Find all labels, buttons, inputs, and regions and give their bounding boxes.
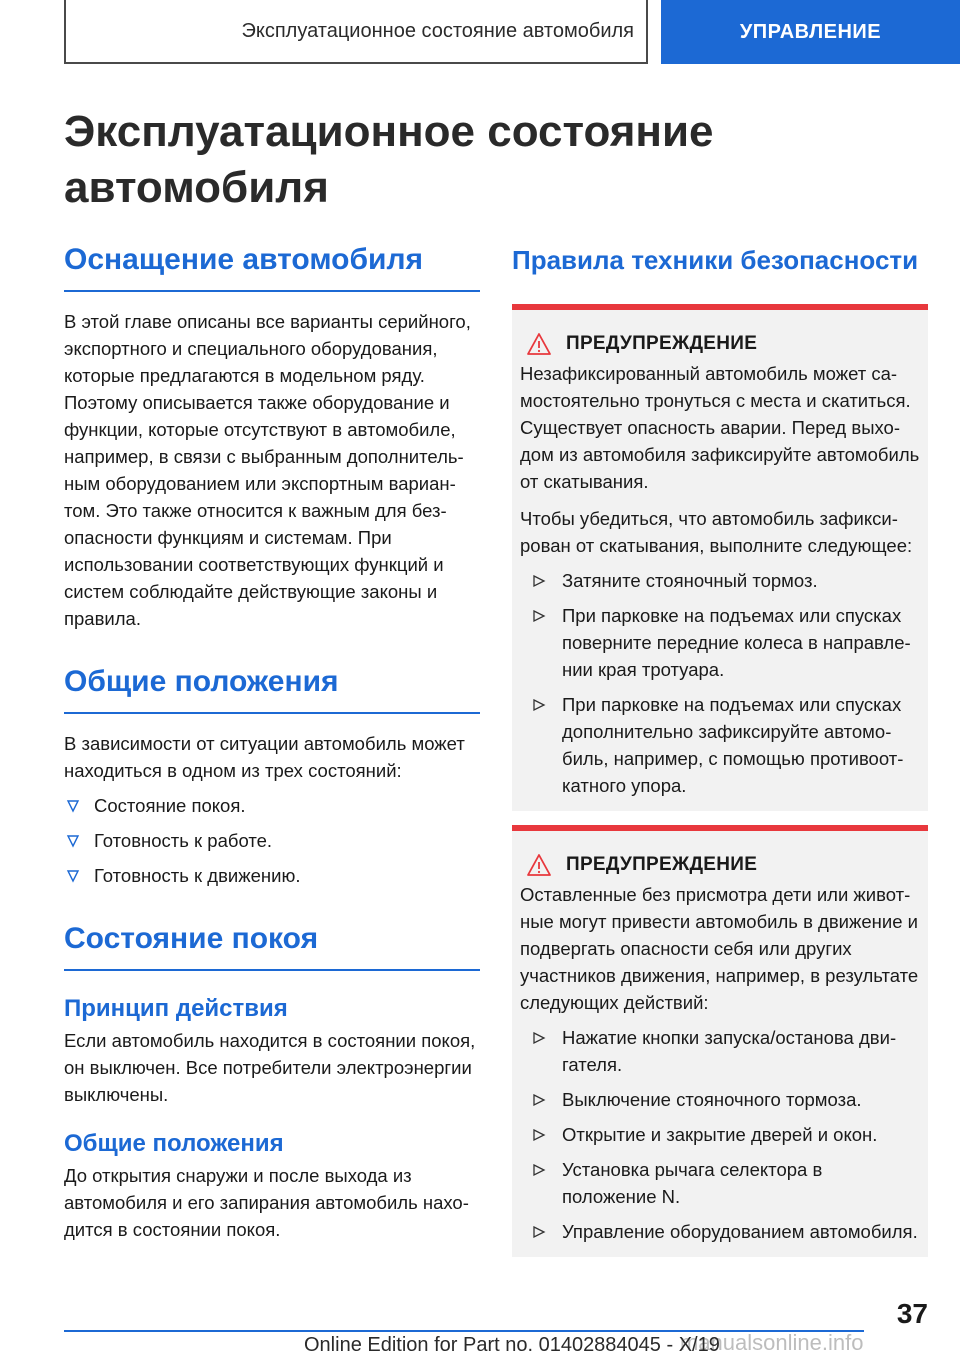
triangle-bullet-icon [532,698,546,712]
warning-box-2 [512,825,928,1257]
triangle-bullet-icon [532,1225,546,1239]
list-item: Готовность к работе. [64,827,480,854]
warning-triangle-icon [526,332,552,356]
warning-text: Незафиксированный автомобиль может самостоятельно тронуться с места и скатиться. Существует опасность аварии. Перед выходом из автомобиля зафиксируйте автомобиль от скатывания. [520,363,920,492]
page-title [64,104,924,216]
principle-text: Если автомобиль находится в состоянии покоя, он выключен. Все потребители электроэнергии выключены. [64,1030,476,1105]
equipment-text: В этой главе описаны все варианты серийного, экспортного и специального оборудования, которые предлагаются в модельном ряду. Поэтому описывается также оборудование и функции, которые отсутствуют в автомобиле, например, в связи с выбранным дополнительным оборудованием или экспортным вариантом. Это также относится к важным для безопасности функциям и системам. При использовании соответствующих функций и систем соблюдайте действующие законы и правила. [64,311,471,629]
warning-text: Оставленные без присмотра дети или животные могут привести автомобиль в движение и подвергать опасности себя или других участников движения, например, в результате следующих действий: [520,884,919,1013]
page-number: 37 [896,1298,928,1329]
warning-list [520,567,920,799]
general2-heading: Общие положения [64,1130,284,1157]
triangle-bullet-icon [66,834,80,848]
warning-header [520,332,920,356]
triangle-bullet-icon [66,799,80,813]
list-item: Открытие и закрытие дверей и окон. [520,1121,920,1148]
warning-box-1 [512,304,928,811]
footer-watermark: manualsonline.info [680,1330,864,1355]
warning-triangle-icon [526,853,552,877]
list-item: Выключение стояночного тормоза. [520,1086,920,1113]
safety-heading: Правила техники безопасности [512,245,919,275]
triangle-bullet-icon [532,1128,546,1142]
list-item: Затяните стояночный тормоз. [520,567,920,594]
warning-text: Чтобы убедиться, что автомобиль зафиксирован от скатывания, выполните следующее: [520,508,913,556]
warning-list [520,1024,920,1245]
triangle-bullet-icon [532,1163,546,1177]
general2-text: До открытия снаружи и после выхода из автомобиля и его запирания автомобиль находится в состоянии покоя. [64,1165,469,1240]
warning-title: ПРЕДУПРЕЖДЕНИЕ [566,854,758,875]
running-header-section: Эксплуатационное состояние автомобиля [241,19,634,42]
running-header [64,0,648,64]
page-title-line1: Эксплуатационное состояние [64,107,714,156]
general-heading: Общие положения [64,662,480,714]
page-title-line2: автомобиля [64,163,329,212]
equipment-heading: Оснащение автомобиля [64,240,480,292]
list-item: Нажатие кнопки запуска/останова двигателя. [520,1024,920,1078]
list-item: Управление оборудованием автомобиля. [520,1218,920,1245]
triangle-bullet-icon [532,609,546,623]
list-item: Состояние покоя. [64,792,480,819]
list-item: При парковке на подъемах или спусках поверните передние колеса в направлении края тротуара. [520,602,920,683]
warning-title: ПРЕДУПРЕЖДЕНИЕ [566,333,758,354]
principle-heading: Принцип действия [64,995,288,1022]
triangle-bullet-icon [66,869,80,883]
states-list [64,792,480,889]
left-column [64,240,480,1243]
footer-edition: Online Edition for Part no. 01402884045 - X/19 [304,1334,720,1356]
warning-header [520,853,920,877]
triangle-bullet-icon [532,1031,546,1045]
triangle-bullet-icon [532,574,546,588]
list-item: Установка рычага селектора в положение N. [520,1156,920,1210]
right-column [512,240,928,1257]
list-item: При парковке на подъемах или спусках дополнительно зафиксируйте автомобиль, например, с помощью противооткатного упора. [520,691,920,799]
general-text: В зависимости от ситуации автомобиль может находиться в одном из трех состояний: [64,733,465,781]
chapter-tab [661,0,960,64]
triangle-bullet-icon [532,1093,546,1107]
list-item: Готовность к движению. [64,862,480,889]
rest-heading: Состояние покоя [64,919,480,971]
chapter-tab-label: УПРАВЛЕНИЕ [739,20,882,43]
